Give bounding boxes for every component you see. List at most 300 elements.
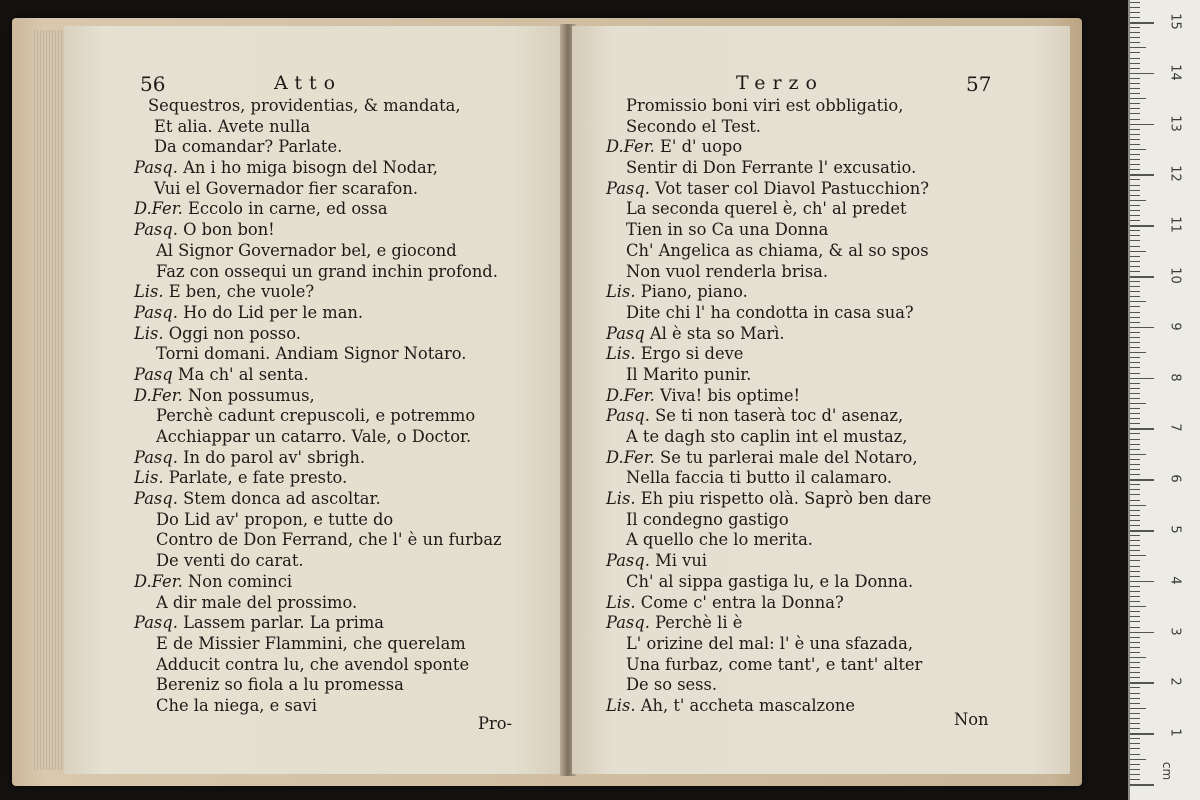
line-text: Secondo el Test. [626, 116, 761, 136]
text-line [572, 675, 1070, 696]
ruler-tick [1130, 73, 1154, 75]
text-line [64, 324, 562, 345]
ruler-tick [1130, 134, 1140, 135]
line-text: A te dagh sto caplin int el mustaz, [626, 427, 908, 446]
line-text: Et alia. Avete nulla [154, 116, 311, 136]
line-text: Adducit contra lu, che avendol sponte [156, 654, 470, 674]
ruler-tick [1130, 322, 1140, 323]
text-line [572, 530, 1070, 551]
ruler-tick [1130, 433, 1140, 434]
text-line [572, 241, 1070, 262]
ruler-tick [1130, 774, 1140, 775]
ruler-tick [1130, 88, 1140, 89]
ruler-tick [1130, 393, 1140, 394]
line-text: Vui el Governador fier scarafon. [154, 178, 419, 198]
ruler-tick [1130, 357, 1140, 358]
ruler-tick [1130, 764, 1140, 765]
ruler-number: 7 [1167, 423, 1183, 433]
ruler-tick [1130, 428, 1154, 430]
page-edges [32, 30, 66, 770]
left-text-block [64, 96, 562, 717]
line-text: Nella faccia ti butto il calamaro. [626, 468, 893, 488]
speaker-name: Pasq. [134, 220, 178, 240]
ruler-tick [1130, 652, 1140, 653]
ruler-tick [1130, 144, 1140, 145]
ruler-tick [1130, 266, 1140, 267]
line-text: L' orizine del mal: l' è una sfazada, [626, 633, 913, 653]
ruler-number: 15 [1167, 13, 1183, 30]
text-line [572, 696, 1070, 717]
ruler-tick [1130, 611, 1140, 612]
ruler-number: 5 [1167, 525, 1183, 534]
line-text: Perchè li è [649, 613, 743, 633]
ruler-tick [1130, 698, 1140, 699]
speaker-name: Lis. [606, 489, 636, 509]
ruler-tick [1130, 413, 1140, 414]
text-line [572, 344, 1070, 365]
ruler-tick [1130, 439, 1140, 440]
ruler-number: 12 [1167, 165, 1183, 183]
text-line [64, 468, 562, 489]
line-text: Faz con ossequi un grand inchin profond. [156, 261, 498, 281]
text-line [572, 282, 1070, 303]
line-text: Dite chi l' ha condotta in casa sua? [626, 302, 914, 322]
ruler-tick [1130, 291, 1140, 292]
ruler-tick [1130, 220, 1140, 221]
text-line [64, 386, 562, 407]
ruler-tick [1130, 159, 1140, 160]
line-text: Sentir di Don Ferrante l' excusatio. [626, 158, 917, 178]
ruler-tick [1130, 301, 1146, 302]
line-text: Non vuol renderla brisa. [626, 261, 829, 281]
ruler-tick [1130, 642, 1140, 643]
ruler-tick [1130, 312, 1140, 313]
ruler-tick [1130, 769, 1140, 770]
ruler-tick [1130, 296, 1140, 297]
ruler-number: 10 [1167, 267, 1183, 284]
speaker-name: Lis. [134, 468, 164, 488]
line-text: Una furbaz, come tant', e tant' alter [626, 654, 923, 674]
ruler-tick [1130, 540, 1140, 541]
line-text: In do parol av' sbrigh. [177, 447, 366, 467]
ruler-tick [1130, 748, 1140, 749]
line-text: Eh piu rispetto olà. Saprò ben dare [635, 489, 932, 509]
ruler-tick [1130, 449, 1140, 450]
line-text: A quello che lo merita. [626, 530, 813, 550]
ruler-tick [1130, 149, 1146, 150]
ruler-tick [1130, 423, 1140, 424]
line-text: Tien in so Ca una Donna [626, 220, 829, 240]
ruler-tick [1130, 388, 1140, 389]
text-line [64, 655, 562, 676]
right-page-header [572, 72, 1070, 94]
line-text: Piano, piano. [635, 282, 748, 302]
text-line [64, 634, 562, 655]
speaker-name: Pasq. [606, 613, 650, 633]
ruler-tick [1130, 37, 1140, 38]
ruler-tick [1130, 7, 1140, 8]
ruler-tick [1130, 347, 1140, 348]
speaker-name: Pasq. [606, 551, 650, 571]
line-text: Il condegno gastigo [626, 509, 789, 529]
ruler-tick [1130, 489, 1140, 490]
ruler-tick [1130, 225, 1154, 227]
line-text: Contro de Don Ferrand, che l' è un furbaz [156, 530, 502, 550]
line-text: A dir male del prossimo. [156, 592, 358, 612]
ruler-tick [1130, 657, 1146, 658]
ruler-tick [1130, 713, 1140, 714]
line-text: Al è sta so Marì. [644, 323, 785, 343]
ruler-tick [1130, 200, 1146, 201]
ruler-tick [1130, 83, 1140, 84]
text-line [572, 117, 1070, 138]
ruler-tick [1130, 459, 1140, 460]
speaker-name: Lis. [606, 282, 636, 302]
ruler-tick [1130, 530, 1154, 532]
ruler-tick [1130, 251, 1146, 252]
ruler-tick [1130, 47, 1146, 48]
text-line [572, 510, 1070, 531]
line-text: Come c' entra la Donna? [635, 592, 844, 612]
ruler-tick [1130, 195, 1140, 196]
text-line [64, 572, 562, 593]
text-line [64, 137, 562, 158]
ruler-tick [1130, 246, 1140, 247]
text-line [64, 510, 562, 531]
line-text: De so sess. [626, 675, 718, 695]
text-line [572, 406, 1070, 427]
ruler-tick [1130, 42, 1140, 43]
ruler-tick [1130, 78, 1140, 79]
text-line [64, 427, 562, 448]
line-text: E de Missier Flammini, che querelam [156, 633, 466, 653]
ruler-tick [1130, 256, 1140, 257]
ruler-tick [1130, 68, 1140, 69]
ruler-tick [1130, 621, 1140, 622]
ruler-tick [1130, 596, 1140, 597]
ruler-tick [1130, 22, 1154, 24]
right-page [572, 26, 1070, 774]
text-line [572, 448, 1070, 469]
text-line [64, 179, 562, 200]
ruler-tick [1130, 576, 1140, 577]
ruler-number: 8 [1167, 372, 1183, 382]
ruler-tick [1130, 586, 1140, 587]
ruler-tick [1130, 505, 1146, 506]
line-text: Ah, t' accheta mascalzone [635, 695, 856, 715]
line-text: Se ti non taserà toc d' asenaz, [649, 406, 904, 426]
ruler-tick [1130, 185, 1140, 186]
line-text: Stem donca ad ascoltar. [177, 489, 381, 509]
ruler-tick [1130, 601, 1140, 602]
ruler-tick [1130, 378, 1154, 380]
ruler-tick [1130, 235, 1140, 236]
ruler-tick [1130, 373, 1140, 374]
ruler-tick [1130, 784, 1154, 786]
ruler-tick [1130, 93, 1140, 94]
speaker-name: Pasq. [134, 158, 178, 178]
ruler-tick [1130, 2, 1140, 3]
left-running-title: Atto [274, 72, 343, 94]
line-text: Parlate, e fate presto. [163, 468, 348, 488]
ruler-tick [1130, 728, 1140, 729]
speaker-name: Pasq. [134, 613, 178, 633]
text-line [64, 613, 562, 634]
line-text: Sequestros, providentias, & mandata, [148, 96, 461, 115]
text-line [64, 220, 562, 241]
speaker-name: Pasq. [134, 447, 178, 467]
speaker-name: Pasq. [134, 489, 178, 509]
ruler-number: 9 [1167, 322, 1183, 331]
line-text: Non possumus, [182, 385, 315, 405]
speaker-name: Pasq [606, 323, 645, 343]
text-line [64, 158, 562, 179]
ruler-tick [1130, 718, 1140, 719]
ruler-tick [1130, 581, 1154, 583]
ruler-tick [1130, 672, 1140, 673]
ruler-number: 3 [1167, 626, 1183, 636]
ruler-number: 1 [1167, 728, 1183, 737]
ruler-tick [1130, 58, 1140, 59]
line-text: Acchiappar un catarro. Vale, o Doctor. [156, 427, 472, 446]
ruler-tick [1130, 555, 1146, 556]
ruler-tick [1130, 743, 1140, 744]
left-page [64, 26, 562, 774]
text-line [572, 96, 1070, 117]
ruler-tick [1130, 418, 1140, 419]
ruler-tick [1130, 738, 1140, 739]
speaker-name: D.Fer. [134, 571, 183, 591]
ruler-tick [1130, 342, 1140, 343]
line-text: Bereniz so fiola a lu promessa [156, 675, 404, 695]
text-line [572, 551, 1070, 572]
ruler-tick [1130, 103, 1140, 104]
ruler-tick [1130, 403, 1146, 404]
ruler-tick [1130, 230, 1140, 231]
ruler-tick [1130, 317, 1140, 318]
line-text: Oggi non posso. [163, 323, 301, 343]
ruler-tick [1130, 723, 1140, 724]
line-text: O bon bon! [177, 220, 275, 240]
text-line [64, 551, 562, 572]
line-text: Ma ch' al senta. [172, 364, 309, 384]
text-line [572, 634, 1070, 655]
text-line [572, 324, 1070, 345]
ruler-tick [1130, 240, 1140, 241]
ruler-tick [1130, 190, 1140, 191]
ruler-tick [1130, 616, 1140, 617]
ruler-tick [1130, 17, 1140, 18]
ruler-tick [1130, 32, 1140, 33]
ruler-unit-label: cm [1160, 761, 1175, 781]
ruler-tick [1130, 479, 1154, 481]
line-text: Do Lid av' propon, e tutte do [156, 509, 394, 529]
line-text: Ho do Lid per le man. [177, 302, 364, 322]
speaker-name: D.Fer. [134, 385, 183, 405]
ruler-tick [1130, 261, 1140, 262]
line-text: Perchè cadunt crepuscoli, e potremmo [156, 406, 476, 426]
ruler-number: 11 [1167, 216, 1183, 233]
ruler-tick [1130, 779, 1140, 780]
open-book [12, 18, 1082, 786]
ruler-tick [1130, 362, 1140, 363]
line-text: Al Signor Governador bel, e giocond [156, 240, 457, 260]
line-text: E ben, che vuole? [163, 282, 315, 302]
left-page-number: 56 [140, 72, 166, 96]
right-page-number: 57 [966, 72, 992, 96]
speaker-name: Pasq. [606, 406, 650, 426]
text-line [64, 241, 562, 262]
ruler-tick [1130, 571, 1140, 572]
ruler-tick [1130, 286, 1140, 287]
ruler-tick [1130, 662, 1140, 663]
ruler-tick [1130, 733, 1154, 735]
ruler-tick [1130, 545, 1140, 546]
ruler-tick [1130, 515, 1140, 516]
text-line [64, 96, 562, 117]
speaker-name: D.Fer. [134, 199, 183, 219]
line-text: Vot taser col Diavol Pastucchion? [649, 178, 929, 198]
speaker-name: D.Fer. [606, 385, 655, 405]
ruler-tick [1130, 693, 1140, 694]
text-line [64, 365, 562, 386]
ruler-tick [1130, 591, 1140, 592]
ruler-tick [1130, 464, 1140, 465]
text-line [64, 448, 562, 469]
line-text: Non cominci [182, 571, 293, 591]
text-line [64, 282, 562, 303]
ruler-tick [1130, 281, 1140, 282]
text-line [572, 468, 1070, 489]
line-text: An i ho miga bisogn del Nodar, [177, 158, 438, 178]
ruler-tick [1130, 129, 1140, 130]
text-line [64, 593, 562, 614]
speaker-name: Pasq. [606, 178, 650, 198]
ruler-tick [1130, 169, 1140, 170]
text-line [64, 199, 562, 220]
text-line [572, 613, 1070, 634]
speaker-name: Lis. [134, 323, 164, 343]
ruler-tick [1130, 500, 1140, 501]
ruler-tick [1130, 474, 1140, 475]
text-line [64, 262, 562, 283]
ruler-tick [1130, 759, 1146, 760]
ruler-tick [1130, 703, 1140, 704]
left-catchword: Pro- [478, 714, 513, 733]
line-text: Se tu parlerai male del Notaro, [654, 447, 918, 467]
speaker-name: Lis. [606, 592, 636, 612]
right-catchword: Non [954, 710, 989, 729]
ruler-tick [1130, 469, 1140, 470]
ruler-number: 2 [1167, 677, 1183, 687]
ruler-tick [1130, 113, 1140, 114]
ruler-number: 13 [1167, 114, 1183, 132]
ruler-tick [1130, 454, 1146, 455]
ruler-tick [1130, 352, 1146, 353]
ruler-tick [1130, 164, 1140, 165]
ruler-tick [1130, 632, 1154, 634]
text-line [64, 675, 562, 696]
ruler-tick [1130, 179, 1140, 180]
ruler-tick [1130, 525, 1140, 526]
line-text: Torni domani. Andiam Signor Notaro. [156, 344, 467, 364]
ruler-number: 4 [1167, 576, 1183, 585]
ruler-tick [1130, 52, 1140, 53]
speaker-name: Lis. [606, 344, 636, 364]
line-text: De venti do carat. [156, 551, 304, 571]
ruler-tick [1130, 398, 1140, 399]
line-text: Che la niega, e savi [156, 695, 317, 715]
ruler-tick [1130, 108, 1140, 109]
text-line [572, 303, 1070, 324]
line-text: Da comandar? Parlate. [154, 137, 343, 157]
speaker-name: D.Fer. [606, 447, 655, 467]
ruler-tick [1130, 667, 1140, 668]
ruler-tick [1130, 139, 1140, 140]
ruler-tick [1130, 510, 1140, 511]
ruler-tick [1130, 119, 1140, 120]
text-line [64, 303, 562, 324]
ruler-tick [1130, 276, 1154, 278]
text-line [572, 199, 1070, 220]
ruler-tick [1130, 215, 1140, 216]
left-page-header [64, 72, 562, 94]
ruler-tick [1130, 337, 1140, 338]
text-line [64, 530, 562, 551]
ruler-tick [1130, 327, 1154, 329]
text-line [572, 489, 1070, 510]
text-line [572, 262, 1070, 283]
line-text: Il Marito punir. [626, 364, 752, 384]
ruler-tick [1130, 98, 1146, 99]
text-line [572, 158, 1070, 179]
ruler-tick [1130, 383, 1140, 384]
line-text: Ch' al sippa gastiga lu, e la Donna. [626, 571, 914, 591]
text-line [572, 427, 1070, 448]
line-text: Lassem parlar. La prima [177, 613, 384, 633]
ruler-tick [1130, 174, 1154, 176]
ruler-tick [1130, 271, 1140, 272]
ruler-tick [1130, 205, 1140, 206]
text-line [572, 220, 1070, 241]
right-running-title: Terzo [736, 72, 824, 94]
ruler-tick [1130, 637, 1140, 638]
text-line [572, 572, 1070, 593]
ruler-tick [1130, 682, 1154, 684]
text-line [64, 489, 562, 510]
line-text: Ch' Angelica as chiama, & al so spos [626, 240, 929, 260]
ruler-tick [1130, 408, 1140, 409]
line-text: Ergo si deve [635, 344, 744, 364]
ruler-tick [1130, 520, 1140, 521]
ruler-tick [1130, 63, 1140, 64]
ruler-tick [1130, 535, 1140, 536]
text-line [572, 179, 1070, 200]
line-text: La seconda querel è, ch' al predet [626, 199, 907, 219]
text-line [64, 344, 562, 365]
ruler-number: 14 [1167, 64, 1183, 81]
text-line [64, 117, 562, 138]
ruler-number: 6 [1167, 474, 1183, 483]
ruler-tick [1130, 687, 1140, 688]
ruler-tick [1130, 708, 1146, 709]
text-line [572, 386, 1070, 407]
ruler-tick [1130, 677, 1140, 678]
line-text: Eccolo in carne, ed ossa [182, 199, 388, 219]
right-text-block [572, 96, 1070, 717]
ruler-tick [1130, 560, 1140, 561]
speaker-name: Pasq [134, 364, 173, 384]
